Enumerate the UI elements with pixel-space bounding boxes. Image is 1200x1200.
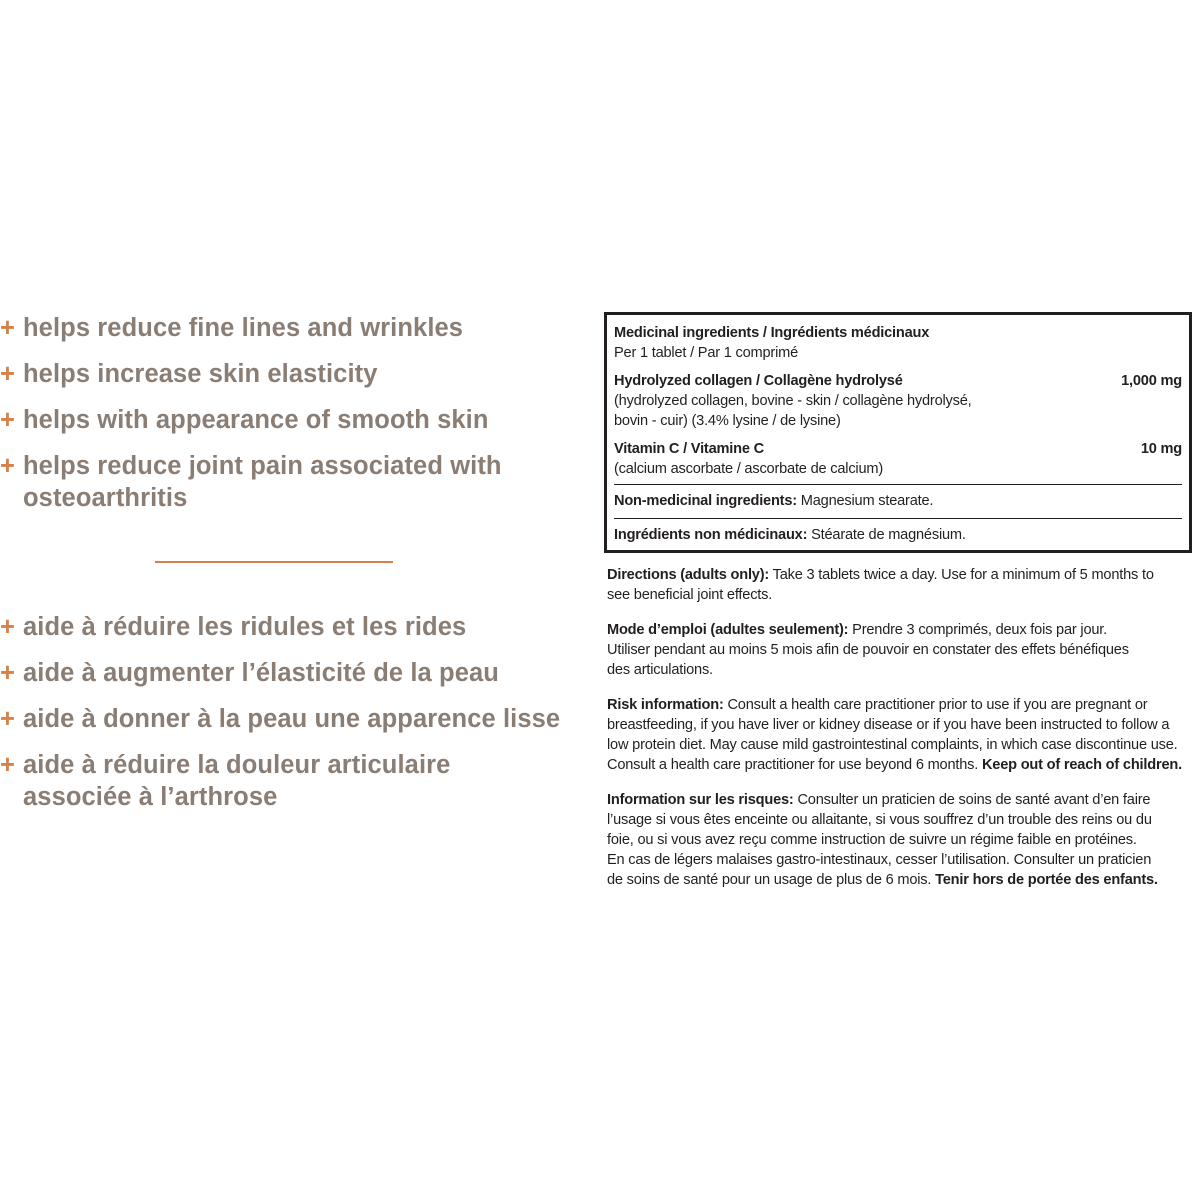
benefit-item	[0, 358, 580, 390]
benefit-item	[0, 657, 580, 689]
risk-text: foie, ou si vous avez reçu comme instruction de suivre un régime faible en protéines.	[607, 832, 1137, 848]
risk-text: de soins de santé pour un usage de plus de 6 mois.	[607, 872, 936, 888]
section-divider	[155, 561, 393, 563]
benefit-text: aide à augmenter l’élasticité de la peau	[23, 659, 499, 687]
directions-fr	[607, 620, 1195, 680]
plus-icon: +	[0, 360, 15, 388]
benefits-list-en	[0, 312, 580, 528]
directions-text: Prendre 3 comprimés, deux fois par jour.	[848, 622, 1107, 638]
non-medicinal-label: Ingrédients non médicinaux:	[614, 527, 808, 543]
risk-text: low protein diet. May cause mild gastrointestinal complaints, in which case discontinue use.	[607, 737, 1178, 753]
risk-info-en	[607, 695, 1195, 775]
plus-icon: +	[0, 314, 15, 342]
plus-icon: +	[0, 705, 15, 733]
directions-text: Take 3 tablets twice a day. Use for a minimum of 5 months to	[769, 567, 1154, 583]
benefit-text: helps reduce fine lines and wrinkles	[23, 314, 464, 342]
risk-label: Information sur les risques:	[607, 792, 794, 808]
directions-label: Directions (adults only):	[607, 567, 770, 583]
benefit-item	[0, 312, 580, 344]
ingredient-row	[614, 439, 1182, 459]
benefit-text: helps increase skin elasticity	[23, 360, 378, 388]
ingredient-row	[614, 371, 1182, 391]
ingredient-name: Hydrolyzed collagen / Collagène hydrolysé	[614, 373, 903, 389]
plus-icon: +	[0, 406, 15, 434]
benefit-text: helps with appearance of smooth skin	[23, 406, 489, 434]
benefit-text: associée à l’arthrose	[23, 783, 278, 811]
benefit-item	[0, 703, 580, 735]
risk-warning: Keep out of reach of children.	[981, 757, 1182, 773]
ingredients-heading: Medicinal ingredients / Ingrédients médicinaux	[614, 325, 930, 341]
directions-en	[607, 565, 1195, 605]
directions-text: des articulations.	[607, 662, 713, 678]
ingredient-detail: (calcium ascorbate / ascorbate de calcium)	[614, 461, 883, 477]
plus-icon: +	[0, 751, 15, 779]
directions-text: Utiliser pendant au moins 5 mois afin de pouvoir en constater des effets bénéfiques	[607, 642, 1129, 658]
risk-info-fr	[607, 790, 1195, 890]
benefit-item	[0, 611, 580, 643]
benefit-item	[0, 404, 580, 436]
benefit-item	[0, 450, 580, 514]
risk-warning: Tenir hors de portée des enfants.	[935, 872, 1158, 888]
ingredient-detail: (hydrolyzed collagen, bovine - skin / collagène hydrolysé,	[614, 393, 972, 409]
risk-text: l’usage si vous êtes enceinte ou allaitante, si vous souffrez d’un trouble des reins ou du	[607, 812, 1152, 828]
ingredient-name: Vitamin C / Vitamine C	[614, 441, 764, 457]
plus-icon: +	[0, 452, 15, 480]
risk-text: breastfeeding, if you have liver or kidney disease or if you have been instructed to follow a	[607, 717, 1170, 733]
non-medicinal-en	[614, 485, 1182, 518]
ingredient-amount: 10 mg	[1140, 441, 1182, 457]
benefit-text: aide à réduire les ridules et les rides	[23, 613, 467, 641]
plus-icon: +	[0, 659, 15, 687]
risk-text: Consult a health care practitioner for use beyond 6 months.	[607, 757, 982, 773]
plus-icon: +	[0, 613, 15, 641]
non-medicinal-label: Non-medicinal ingredients:	[614, 493, 797, 509]
benefit-text: aide à donner à la peau une apparence lisse	[23, 705, 561, 733]
risk-text: Consulter un praticien de soins de santé avant d’en faire	[793, 792, 1151, 808]
non-medicinal-fr	[614, 519, 1182, 552]
ingredient-amount: 1,000 mg	[1121, 373, 1182, 389]
non-medicinal-value: Stéarate de magnésium.	[807, 527, 966, 543]
benefit-text: aide à réduire la douleur articulaire	[23, 751, 451, 779]
benefit-text: osteoarthritis	[23, 484, 188, 512]
serving-size: Per 1 tablet / Par 1 comprimé	[614, 345, 798, 361]
ingredients-panel	[604, 312, 1192, 553]
directions-text: see beneficial joint effects.	[607, 587, 773, 603]
risk-text: Consult a health care practitioner prior to use if you are pregnant or	[723, 697, 1148, 713]
benefit-text: helps reduce joint pain associated with	[23, 452, 502, 480]
benefits-list-fr	[0, 611, 580, 827]
benefit-item	[0, 749, 580, 813]
risk-text: En cas de légers malaises gastro-intestinaux, cesser l’utilisation. Consulter un praticien	[607, 852, 1152, 868]
ingredient-detail: bovin - cuir) (3.4% lysine / de lysine)	[614, 413, 841, 429]
risk-label: Risk information:	[607, 697, 724, 713]
directions-label: Mode d’emploi (adultes seulement):	[607, 622, 849, 638]
non-medicinal-value: Magnesium stearate.	[796, 493, 934, 509]
